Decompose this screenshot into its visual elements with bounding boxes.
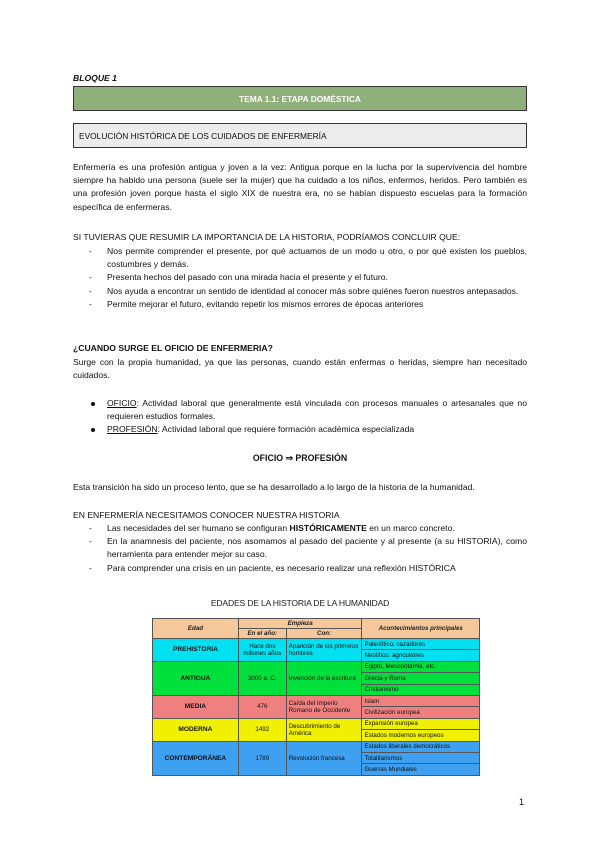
year-cell: 1492 [238, 718, 286, 741]
era-cell: MODERNA [153, 718, 239, 741]
page-number: 1 [519, 797, 525, 807]
year-cell: Hace dos millones años [238, 639, 286, 662]
era-cell: CONTEMPORÁNEA [153, 741, 239, 775]
section-heading-box [73, 123, 527, 148]
definition-oficio [73, 397, 527, 423]
main-event-cell: Guerras Mundiales [362, 764, 480, 775]
event-start-cell: Caída del Imperio Romano de Occidente [286, 695, 362, 718]
definitions-list [73, 397, 527, 437]
header-acontecimientos: Acontecimientos principales [362, 619, 480, 639]
era-cell: PREHISTORIA [153, 639, 239, 662]
era-cell: ANTIGUA [153, 661, 239, 695]
list-item: - Nos ayuda a encontrar un sentido de identidad al conocer más sobre quiénes fueron nuestros antepasados. [73, 285, 527, 298]
definition-profesion [73, 423, 527, 436]
conocer-heading: EN ENFERMERÍA NECESITAMOS CONOCER NUESTRA HISTORIA [73, 510, 340, 520]
list-item: - En la anamnesis del paciente, nos asomamos al pasado del paciente y al presente (a su HISTORIA), como herramienta para entender mejor su caso. [73, 535, 527, 561]
table-row [153, 695, 480, 706]
tema-title: TEMA 1.1: ETAPA DOMÉSTICA [239, 93, 361, 104]
event-start-cell: Revolución francesa [286, 741, 362, 775]
year-cell: 1789 [238, 741, 286, 775]
term-oficio: OFICIO [107, 398, 137, 408]
tema-title-bar [73, 86, 527, 111]
main-event-cell: Cristianismo [362, 684, 480, 695]
list-item: - Nos permite comprender el presente, por qué actuamos de un modo u otro, o por qué existen los pueblos, costumbres y demás. [73, 245, 527, 271]
era-cell: MEDIA [153, 695, 239, 718]
header-en-el-anio: En el año: [238, 629, 286, 639]
table-row [153, 661, 480, 672]
main-event-cell: Civilización europea [362, 707, 480, 718]
table-row [153, 639, 480, 650]
transition-title: OFICIO ⇒ PROFESIÓN [252, 453, 348, 463]
resumir-list [73, 245, 527, 311]
main-event-cell: Neolítico: agricultores [362, 650, 480, 661]
list-item: - Presenta hechos del pasado con una mirada hacia el presente y el futuro. [73, 271, 527, 284]
header-con: Con: [286, 629, 362, 639]
year-cell: 476 [238, 695, 286, 718]
list-item: - Las necesidades del ser humano se configuran HISTÓRICAMENTE en un marco concreto. [73, 522, 527, 535]
ages-table [152, 618, 480, 776]
main-event-cell: Totalitarismos [362, 752, 480, 763]
resumir-heading: SI TUVIERAS QUE RESUMIR LA IMPORTANCIA DE LA HISTORIA, PODRÍAMOS CONCLUIR QUE: [73, 232, 461, 242]
event-start-cell: Aparición de los primeros hombres [286, 639, 362, 662]
intro-paragraph: Enfermería es una profesión antigua y joven a la vez: Antigua porque en la lucha por la supervivencia del hombre siempre ha habido una persona (suele ser la mujer) que ha cuidado a los niños, enfermos, heridos. Pero también es una profesión joven porque hasta el siglo XIX de nuestra era, no se habían dispuesto escuelas para la formación específica de enfermeras. [73, 162, 527, 212]
section-heading: EVOLUCIÓN HISTÓRICA DE LOS CUIDADOS DE ENFERMERÍA [79, 130, 327, 141]
term-profesion: PROFESIÓN [107, 424, 158, 435]
bloque-label: BLOQUE 1 [73, 73, 117, 83]
event-start-cell: Descubrimiento de América [286, 718, 362, 741]
table-row [153, 741, 480, 752]
table-row [153, 718, 480, 729]
event-start-cell: Invención de la escritura [286, 661, 362, 695]
transicion-paragraph: Esta transición ha sido un proceso lento, que se ha desarrollado a lo largo de la historia de la humanidad. [73, 482, 475, 492]
main-event-cell: Estados modernos europeos [362, 730, 480, 741]
year-cell: 3000 a. C. [238, 661, 286, 695]
main-event-cell: Grecia y Roma [362, 673, 480, 684]
main-event-cell: Estados liberales democráticos [362, 741, 480, 752]
header-edad: Edad [153, 619, 239, 639]
main-event-cell: Expansión europea [362, 718, 480, 729]
list-item: - Permite mejorar el futuro, evitando repetir los mismos errores de épocas anteriores [73, 298, 527, 311]
oficio-text: Surge con la propia humanidad, ya que las personas, cuando están enfermas o heridas, siempre han necesitado cuidados. [73, 357, 527, 381]
main-event-cell: Islam [362, 695, 480, 706]
definition-text: : Actividad laboral que generalmente está vinculada con procesos manuales o artesanales que no requieren estudios formales. [107, 398, 527, 422]
definition-text: : Actividad laboral que requiere formación académica especializada [157, 424, 415, 435]
main-event-cell: Paleolítico: cazadores [362, 639, 480, 650]
conocer-list [73, 522, 527, 575]
table-title: EDADES DE LA HISTORIA DE LA HUMANIDAD [210, 598, 390, 608]
header-empieza: Empieza [238, 619, 362, 629]
oficio-heading: ¿CUANDO SURGE EL OFICIO DE ENFERMERIA? [73, 343, 273, 353]
main-event-cell: Egipto, Mesopotamia, etc. [362, 661, 480, 672]
list-item: - Para comprender una crisis en un paciente, es necesario realizar una reflexión HISTÓRICA [73, 562, 527, 575]
